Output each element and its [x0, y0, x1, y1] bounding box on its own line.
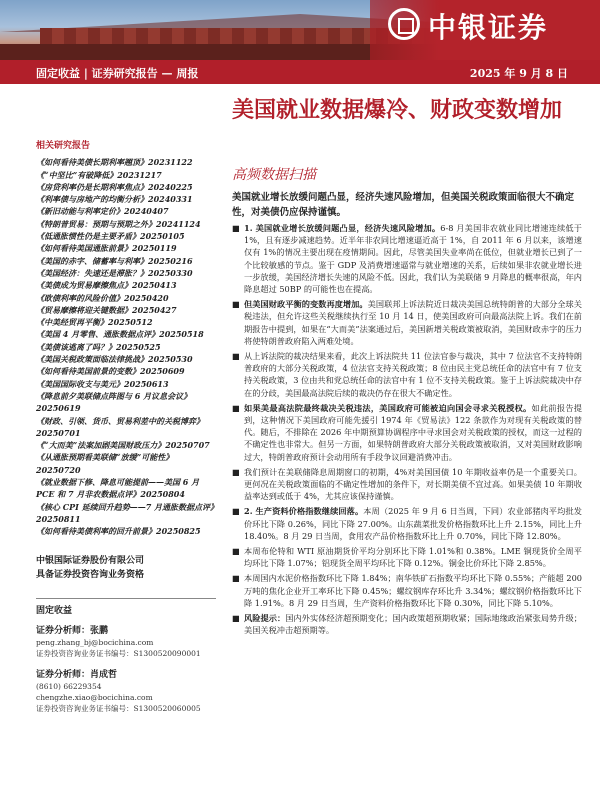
logo-text: 中银证券 — [428, 11, 549, 44]
related-report-item[interactable]: 《降息前夕美联储点阵图与 6 月议息会议》20250619 — [36, 390, 192, 414]
related-report-item[interactable]: 《核心 CPI 延续回升趋势——7 月通胀数据点评》20250811 — [36, 501, 215, 524]
related-report-item[interactable]: 《美债成为贸易摩擦焦点》20250413 — [36, 280, 177, 291]
related-report-item[interactable]: 《“中坚比”有破降低》20231217 — [36, 169, 162, 180]
paragraph: ■ 2. 生产资料价格指数继续回落。本周（2025 年 9 月 6 日当周，下同）农业部猪肉平均批发价环比下降 0.26%，同比下降 27.00%。山东蔬菜批发价格指数环比上升 2.15%，同比上升 18.40%。8 月 29 日当周，食用农产品价格指数环比上升 0.70%，同比下降 12.80%。 — [232, 506, 582, 541]
bullet-icon: ■ — [232, 351, 240, 362]
report-subtitle: 高频数据扫描 — [232, 167, 316, 183]
related-report-item[interactable]: 《美国 4 月零售、通胀数据点评》20250518 — [36, 329, 204, 340]
related-report-item[interactable]: 《美国国际收支与美元》20250613 — [36, 378, 169, 389]
analyst-cert: 证券投资咨询业务证书编号：S1300520060005 — [36, 704, 201, 714]
bullet-icon: ■ — [232, 546, 240, 557]
related-report-item[interactable]: 《利率债与房地产的均衡分析》20240331 — [36, 194, 193, 205]
paragraph: ■ 本周国内水泥价格指数环比下降 1.84%；南华铁矿石指数平均环比下降 0.55%；产能超 200 万吨的焦化企业开工率环比下降 0.45%；螺纹钢库存环比升 3.34%；螺纹钢价格指数环比下降 1.91%。8 月 29 日当周，生产资料价格指数环比下降 0.30%，同比下降 5.10%。 — [232, 573, 582, 608]
org-name: 中银国际证券股份有限公司 — [36, 555, 145, 566]
paragraph: ■ 如果美最高法院最终裁决关税违法，美国政府可能被迫向国会寻求关税授权。如此前报告提到，这种情况下美国政府可能先援引 1974 年《贸易法》122 条款作为对现有关税政策的替代。随后，不排除在 2026 年中期预算协调程序中寻求国会对关税政策的授权，而这一过程的不确定性也非常大。但另一方面，如果特朗普政府大部分关税政策被取消，又对美国财政影响过大，特朗普政府预计会动用所有手段争议回避消费冲击。 — [232, 402, 582, 462]
related-reports-heading: 相关研究报告 — [36, 141, 91, 151]
analyst-name: 证券分析师：肖成哲 — [36, 670, 118, 681]
report-summary: 美国就业增长放缓问题凸显，经济失速风险增加，但美国关税政策面临很大不确定性，对美债仍应保持谨慎。 — [232, 192, 575, 218]
bullet-icon: ■ — [232, 223, 240, 233]
divider — [36, 598, 216, 599]
bullet-icon: ■ — [232, 613, 240, 624]
related-report-item[interactable]: 《就业数据下修、降息可能提前——美国 6 月 PCE 和 7 月非农数据点评》20250804 — [36, 477, 200, 500]
related-report-item[interactable]: 《如何看待美债利率的回升前景》20250825 — [36, 526, 201, 537]
related-report-item[interactable]: 《美国的赤字、储蓄率与利率》20250216 — [36, 255, 193, 266]
related-report-item[interactable]: 《美国经济：失速还是滞胀？》20250330 — [36, 267, 193, 278]
related-report-item[interactable]: 《新旧动能与利率定价》20240407 — [36, 206, 169, 217]
related-report-item[interactable]: 《房贷利率仍是长期利率焦点》20240225 — [36, 181, 193, 192]
related-report-item[interactable]: 《贸易摩擦将迎关键数据》20250427 — [36, 304, 177, 315]
category-bar — [0, 60, 600, 84]
related-report-item[interactable]: 《财政、引领、货币、贸易利差中的关税博弈》20250701 — [36, 415, 204, 438]
paragraph: ■ 但美国财政平衡的变数再度增加。美国联邦上诉法院近日裁决美国总统特朗普的大部分全球关税违法，但允许这些关税继续执行至 10 月 14 日，使美国政府可向最高法院上诉。我们在前期报告中提到，如果在“大而美”法案通过后，美国新增关税政策被取消，美国财政赤字的压力将使特朗普政府陷入两难处境。 — [232, 299, 582, 346]
related-report-item[interactable]: 《中美经贸再平衡》20250512 — [36, 317, 153, 328]
paragraph: ■ 1. 美国就业增长放缓问题凸显，经济失速风险增加。6-8 月美国非农就业同比增速连续低于 1%，且有逐步减速趋势。近半年非农同比增速逼近高于 1%，自 2011 年 6 月以来，该增速仅有 1%的情况主要出现在疫情期间。因此，尽管美国失业率尚在低位，但就业增长已到了一个比较敏感的节点。鉴于 GDP 及消费增速逼常与就业增速的关系，后续如果非农就业增长进一步放缓，美国经济增长失速的风险不低。因此，我们认为美联储 9 月降息的概率很高，年内降息超过 50BP 的可能性也在提高。 — [232, 223, 582, 295]
related-report-item[interactable]: 《如何看待美债长期利率翘顶》20231122 — [36, 157, 193, 168]
related-report-item[interactable]: 《如何看待美国通胀前景》20250119 — [36, 243, 177, 254]
paragraph: ■ 从上诉法院的裁决结果来看，此次上诉法院共 11 位法官参与裁决，其中 7 位法官不支持特朗普政府的大部分关税政策，4 位法官支持关税政策；8 位由民主党总统任命的法官中有 7 位支持关税政策，3 位由共和党总统任命的法官中有 1 位不支持关税政策。鉴于上诉法院裁决中存在的分歧，美国最高法院后续的裁决仍存在很大不确定性。 — [232, 351, 582, 398]
analyst-cert: 证券投资咨询业务证书编号：S1300520090001 — [36, 649, 201, 659]
report-title: 美国就业数据爆冷、财政变数增加 — [232, 97, 563, 123]
analyst-phone: (8610) 66229354 — [36, 682, 102, 692]
analyst-email[interactable]: peng.zhang_bj@bocichina.com — [36, 638, 154, 648]
boc-logo-icon — [388, 8, 420, 40]
related-report-item[interactable]: 《特朗普贸易：预期与预期之外》20241124 — [36, 218, 201, 229]
related-report-item[interactable]: 《从通胀预期看美联储“放缓”可能性》20250720 — [36, 452, 174, 475]
report-category: 固定收益 | 证券研究报告 — 周报 — [36, 67, 199, 80]
paragraph: ■ 本周布伦特和 WTI 原油期货价平均分别环比下降 1.01%和 0.38%。LME 铜现货价全周平均环比下降 1.07%；铝现货全周平均环比下降 0.12%。铜金比价环比下降 2.85%。 — [232, 546, 582, 569]
related-report-item[interactable]: 《欧债利率的风险价值》20250420 — [36, 292, 169, 303]
org-qualification: 具备证券投资咨询业务资格 — [36, 569, 145, 580]
section-label: 固定收益 — [36, 605, 73, 616]
related-reports-list — [36, 156, 216, 537]
related-report-item[interactable]: 《美国关税政策面临法律挑战》20250530 — [36, 354, 193, 365]
org-info — [36, 554, 216, 582]
related-report-item[interactable]: 《低通胀惯性仍是主要矛盾》20250105 — [36, 231, 185, 242]
header-banner — [0, 0, 600, 60]
bullet-icon: ■ — [232, 299, 240, 310]
related-report-item[interactable]: 《美债该逃离了吗？》20250525 — [36, 341, 161, 352]
paragraph: ■ 风险提示：国内外实体经济超预期变化；国内政策超预期收紧；国际地缘政治紧张局势升级；美国关税冲击超预期等。 — [232, 613, 582, 636]
bullet-icon: ■ — [232, 402, 240, 413]
report-body — [232, 222, 582, 640]
report-date: 2025 年 9 月 8 日 — [469, 67, 568, 80]
paragraph: ■ 我们预计在美联储降息周期窗口的初期，4%对美国国债 10 年期收益率仍是一个重要关口。更何况在关税政策面临的不确定性增加的条件下，对长期美债不宜过高。如果美债 10 年期收益率达到或低于 4%，尤其应该保持谨慎。 — [232, 466, 582, 502]
bullet-icon: ■ — [232, 573, 240, 584]
bullet-icon: ■ — [232, 466, 240, 477]
bullet-icon: ■ — [232, 506, 240, 517]
related-report-item[interactable]: 《如何看待美国前景的变数》20250609 — [36, 366, 185, 377]
related-report-item[interactable]: 《“大而美”法案加剧美国财政压力》20250707 — [36, 440, 210, 451]
sidebar — [36, 140, 216, 714]
analyst-name: 证券分析师：张鹏 — [36, 625, 109, 636]
analyst-email[interactable]: chengzhe.xiao@bocichina.com — [36, 693, 153, 703]
